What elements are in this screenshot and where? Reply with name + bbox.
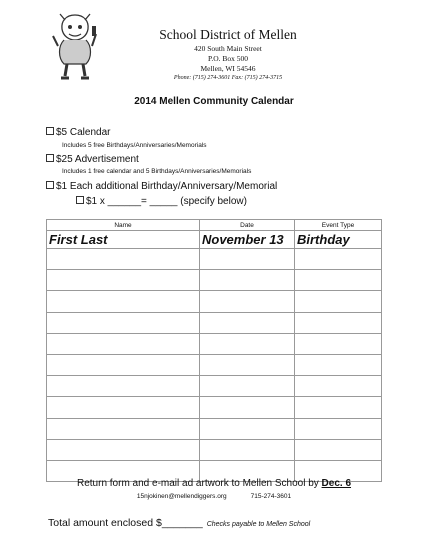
table-header-row xyxy=(47,220,382,231)
event-type-cell[interactable] xyxy=(295,291,382,312)
table-row xyxy=(47,231,382,249)
advertisement-checkbox[interactable] xyxy=(46,154,54,162)
entries-table xyxy=(46,219,382,482)
example-date[interactable]: November 13 xyxy=(200,231,295,249)
option-advertisement-label: $25 Advertisement xyxy=(56,154,139,165)
option-calendar xyxy=(46,127,110,138)
table-row xyxy=(47,376,382,397)
option-additional xyxy=(46,181,277,192)
name-cell[interactable] xyxy=(47,333,200,354)
name-cell[interactable] xyxy=(47,418,200,439)
name-cell[interactable] xyxy=(47,439,200,460)
name-cell[interactable] xyxy=(47,312,200,333)
date-cell[interactable] xyxy=(200,312,295,333)
date-cell[interactable] xyxy=(200,397,295,418)
name-cell[interactable] xyxy=(47,291,200,312)
table-row xyxy=(47,418,382,439)
table-row xyxy=(47,333,382,354)
contact-email[interactable]: 15njokinen@mellendiggers.org xyxy=(136,493,227,500)
address-street: 420 South Main Street xyxy=(194,44,262,53)
contact-line xyxy=(100,493,328,500)
return-instructions xyxy=(20,478,408,489)
header-event-type: Event Type xyxy=(295,220,382,231)
option-advertisement-note: Includes 1 free calendar and 5 Birthdays/Anniversaries/Memorials xyxy=(62,168,252,175)
event-type-cell[interactable] xyxy=(295,333,382,354)
checks-note: Checks payable to Mellen School xyxy=(206,521,311,528)
date-cell[interactable] xyxy=(200,418,295,439)
event-type-cell[interactable] xyxy=(295,354,382,375)
option-calendar-label: $5 Calendar xyxy=(56,127,111,138)
option-additional-calc-label: $1 x ______= _____ (specify below) xyxy=(86,196,247,207)
event-type-cell[interactable] xyxy=(295,439,382,460)
table-row xyxy=(47,397,382,418)
table-row xyxy=(47,439,382,460)
event-type-cell[interactable] xyxy=(295,249,382,270)
date-cell[interactable] xyxy=(200,249,295,270)
event-type-cell[interactable] xyxy=(295,312,382,333)
event-type-cell[interactable] xyxy=(295,376,382,397)
table-row xyxy=(47,291,382,312)
calendar-checkbox[interactable] xyxy=(46,127,54,135)
table-row xyxy=(47,312,382,333)
return-text: Return form and e-mail ad artwork to Mellen School by xyxy=(76,478,322,489)
table-row xyxy=(47,270,382,291)
example-name[interactable]: First Last xyxy=(47,231,200,249)
additional-calc-checkbox[interactable] xyxy=(76,196,84,204)
contact-phone: 715-274-3601 xyxy=(250,493,292,500)
date-cell[interactable] xyxy=(200,354,295,375)
return-deadline: Dec. 6 xyxy=(321,478,352,489)
date-cell[interactable] xyxy=(200,439,295,460)
address-po-box: P.O. Box 500 xyxy=(207,54,248,63)
date-cell[interactable] xyxy=(200,376,295,397)
date-cell[interactable] xyxy=(200,291,295,312)
header-name: Name xyxy=(47,220,200,231)
table-row xyxy=(47,354,382,375)
name-cell[interactable] xyxy=(47,249,200,270)
option-additional-calc xyxy=(76,196,247,207)
event-type-cell[interactable] xyxy=(295,270,382,291)
phone-fax: Phone: (715) 274-3601 Fax: (715) 274-3715 xyxy=(173,75,283,81)
form-title: 2014 Mellen Community Calendar xyxy=(134,96,294,107)
mascot-logo-icon xyxy=(52,12,98,82)
name-cell[interactable] xyxy=(47,397,200,418)
header-date: Date xyxy=(200,220,295,231)
date-cell[interactable] xyxy=(200,333,295,354)
address-city: Mellen, WI 54546 xyxy=(200,64,256,73)
table-row xyxy=(47,249,382,270)
date-cell[interactable] xyxy=(200,270,295,291)
event-type-cell[interactable] xyxy=(295,397,382,418)
additional-checkbox[interactable] xyxy=(46,181,54,189)
option-advertisement xyxy=(46,154,139,165)
event-type-cell[interactable] xyxy=(295,418,382,439)
district-name: School District of Mellen xyxy=(159,27,297,42)
option-calendar-note: Includes 5 free Birthdays/Anniversaries/Memorials xyxy=(62,142,207,149)
option-additional-label: $1 Each additional Birthday/Anniversary/Memorial xyxy=(56,181,278,192)
name-cell[interactable] xyxy=(47,270,200,291)
name-cell[interactable] xyxy=(47,354,200,375)
example-event-type[interactable]: Birthday xyxy=(295,231,382,249)
name-cell[interactable] xyxy=(47,376,200,397)
total-label[interactable]: Total amount enclosed $_______ xyxy=(48,517,203,529)
total-line xyxy=(48,517,310,529)
